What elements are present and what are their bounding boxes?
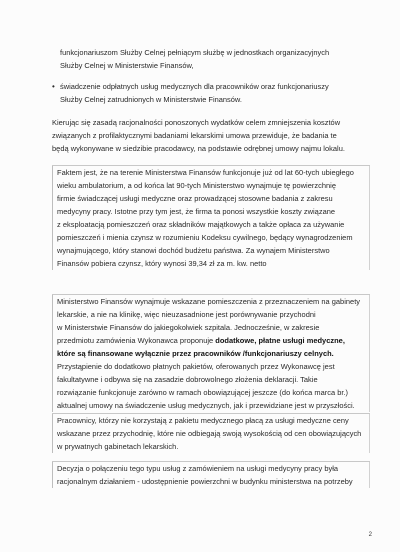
text-line: wskazane przez przychodnię, które nie odbiegają swoją wysokością od cen obowiązujących (57, 429, 362, 438)
text-line: fakultatywne i odbywa się na zasadzie dobrowolnego złożenia deklaracji. Takie (57, 375, 318, 384)
paragraph (52, 414, 370, 453)
list-item-line: Służby Celnej w Ministerstwie Finansów, (60, 61, 194, 70)
text-line: Pracownicy, którzy nie korzystają z pakietu medycznego płacą za usługi medyczne ceny (57, 416, 349, 425)
list-item-line: funkcjonariuszom Służby Celnej pełniącym służbę w jednostkach organizacyjnych (60, 48, 330, 57)
text-line: aktualnej umowy na świadczenie usług medycznych, jak i przewidziane jest w przyszłości. (57, 401, 355, 410)
text-line: wieku ambulatorium, a od końca lat 90-tych Ministerstwo wynajmuje tę powierzchnię (57, 181, 336, 190)
text-line: firmie świadczącej usługi medyczne oraz prowadzącej stosowne badania z zakresu (57, 194, 333, 203)
text-line: Finansów pobiera czynsz, który wynosi 39,34 zł za m. kw. netto (57, 259, 267, 268)
text-line: rozwiązanie funkcjonuje zarówno w ramach obowiązującej jeszcze (do końca marca br.) (57, 388, 349, 397)
text-line (57, 334, 367, 347)
bullet-icon: • (52, 82, 55, 91)
bold-text: dodatkowe, płatne usługi medyczne, (215, 336, 345, 345)
text-line: medycyny pracy. Istotne przy tym jest, że firma ta ponosi wszystkie koszty związane (57, 207, 336, 216)
paragraph (52, 166, 370, 270)
list-item (60, 46, 370, 72)
text-segment: przedmiotu zamówienia Wykonawca proponuje (57, 336, 214, 345)
list-item-line: Służby Celnej zatrudnionych w Ministerstwie Finansów. (60, 95, 242, 104)
text-line: w prywatnych gabinetach lekarskich. (57, 442, 179, 451)
text-line: wynajmującego, który stanowi dochód budżetu państwa. Za wynajem Ministerstwo (57, 246, 330, 255)
page-number: 2 (368, 532, 372, 538)
text-line: związanych z profilaktycznymi badaniami lekarskimi umowa przewiduje, że badania te (52, 131, 337, 140)
paragraph (52, 462, 370, 488)
list-item-line: świadczenie odpłatnych usług medycznych dla pracowników oraz funkcjonariuszy (60, 82, 329, 91)
text-line: lekarskie, a nie na klinikę, więc nieuzasadnione jest porównywanie przychodni (57, 310, 316, 319)
text-line: Kierując się zasadą racjonalności ponoszonych wydatków celem zmniejszenia kosztów (52, 118, 341, 127)
text-line: racjonalnym działaniem - udostępnienie powierzchni w budynku ministerstwa na potrzeby (57, 477, 353, 486)
text-line: Ministerstwo Finansów wynajmuje wskazane pomieszczenia z przeznaczeniem na gabinety (57, 297, 361, 306)
text-line: będą wykonywane w siedzibie pracodawcy, na podstawie odrębnej umowy najmu lokalu. (52, 144, 345, 153)
bold-text-line: które są finansowane wyłącznie przez pracowników /funkcjonariuszy celnych. (57, 349, 334, 358)
paragraph (52, 116, 370, 155)
text-line: Przystąpienie do dodatkowo płatnych pakietów, oferowanych przez Wykonawcę jest (57, 362, 335, 371)
text-line: Decyzja o połączeniu tego typu usług z zamówieniem na usługi medycyny pracy była (57, 464, 339, 473)
list-item (52, 80, 370, 106)
paragraph (52, 295, 370, 412)
text-line: Faktem jest, że na terenie Ministerstwa Finansów funkcjonuje już od lat 60-tych ubiegłego (57, 168, 354, 177)
text-line: pomieszczeń i mienia czynsz w rozumieniu Kodeksu cywilnego, będący wynagrodzeniem (57, 233, 353, 242)
text-line: w Ministerstwie Finansów do jakiegokolwiek szpitala. Jednocześnie, w zakresie (57, 323, 320, 332)
text-line: z eksploatacją pomieszczeń oraz składników majątkowych a także opłaca za używanie (57, 220, 345, 229)
